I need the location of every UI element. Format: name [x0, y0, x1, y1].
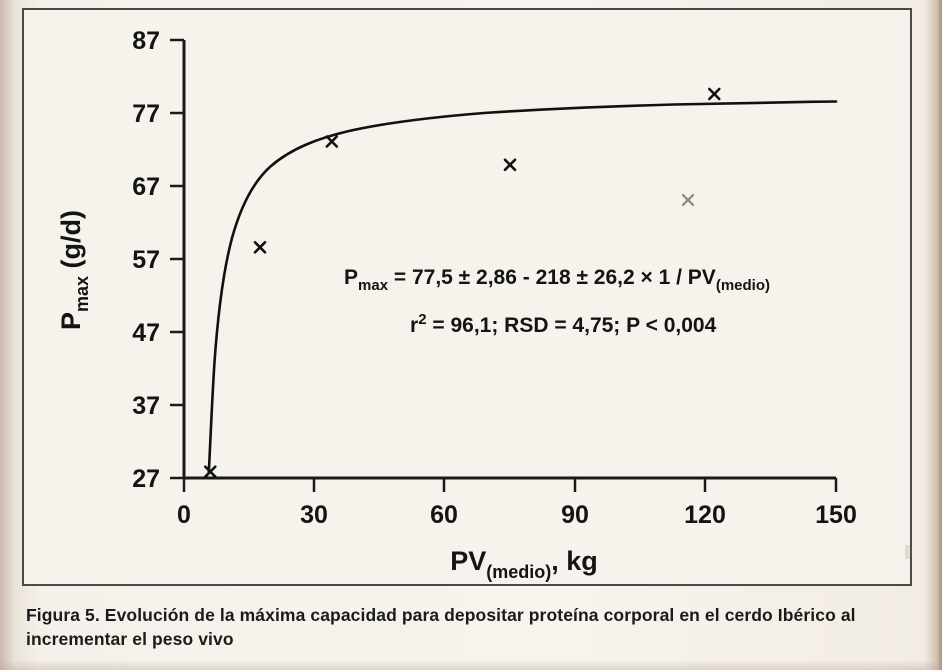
figure-frame: [22, 8, 912, 586]
data-point: [327, 137, 337, 147]
y-axis-title: [56, 210, 92, 330]
y-tick-label: 57: [132, 246, 160, 274]
eq1-mid: = 77,5 ± 2,86 - 218 ± 26,2 × 1 / PV: [388, 266, 716, 289]
x-axis-title-sub: (medio): [486, 562, 552, 582]
data-point: [709, 89, 719, 99]
page-edge-shadow-right: [924, 0, 942, 670]
y-tick-label: 37: [132, 392, 160, 420]
page-edge-shadow-bottom: [0, 660, 942, 670]
svg-text:PV(medio), kg: [450, 546, 598, 582]
x-tick-label: 90: [561, 501, 589, 529]
eq1-p-sub: max: [358, 277, 389, 294]
scatter-chart: [24, 10, 914, 588]
eq1-p: P: [344, 266, 359, 289]
x-tick-label: 120: [684, 501, 726, 529]
equation-annotation-1: [344, 266, 770, 294]
eq2-r: r: [410, 314, 419, 337]
y-tick-label: 27: [132, 465, 160, 493]
y-axis-title-sub: max: [72, 275, 92, 312]
y-tick-labels: [132, 27, 160, 493]
y-axis-title-tail: (g/d): [56, 209, 86, 276]
x-tick-label: 60: [430, 501, 458, 529]
scan-artifact: [905, 545, 912, 559]
y-tick-label: 67: [132, 173, 160, 201]
data-point: [255, 242, 265, 252]
y-axis-ticks: [170, 40, 184, 478]
x-axis-title-tail: , kg: [551, 546, 598, 576]
data-point: [505, 160, 515, 170]
axes: [184, 40, 836, 478]
y-axis-title-main: P: [56, 312, 86, 331]
x-tick-labels: [177, 501, 857, 529]
y-tick-label: 77: [132, 100, 160, 128]
equation-annotation-2: [410, 311, 717, 337]
x-axis-title-main: PV: [450, 546, 487, 576]
y-tick-label: 87: [132, 27, 160, 55]
eq2-rest: = 96,1; RSD = 4,75; P < 0,004: [426, 314, 717, 337]
svg-text:Pmax = 77,5 ± 2,86 - 218 ± 26,: [344, 266, 770, 294]
x-tick-label: 0: [177, 501, 191, 529]
figure-caption: Figura 5. Evolución de la máxima capacidad para depositar proteína corporal en el cerdo Ibérico al incrementar el peso vivo: [26, 605, 856, 649]
plot-area: [24, 10, 914, 588]
svg-text:Pmax (g/d): [56, 210, 92, 330]
x-tick-label: 30: [300, 501, 328, 529]
x-axis-ticks: [184, 478, 836, 492]
eq2-r-sup: 2: [418, 311, 427, 328]
x-tick-label: 150: [815, 501, 857, 529]
eq1-pv-sub: (medio): [715, 277, 770, 294]
y-tick-label: 47: [132, 319, 160, 347]
svg-text:r2 = 96,1; RSD = 4,75; P < 0,0: [410, 311, 717, 337]
data-point: [683, 195, 693, 205]
x-axis-title: [450, 546, 598, 582]
